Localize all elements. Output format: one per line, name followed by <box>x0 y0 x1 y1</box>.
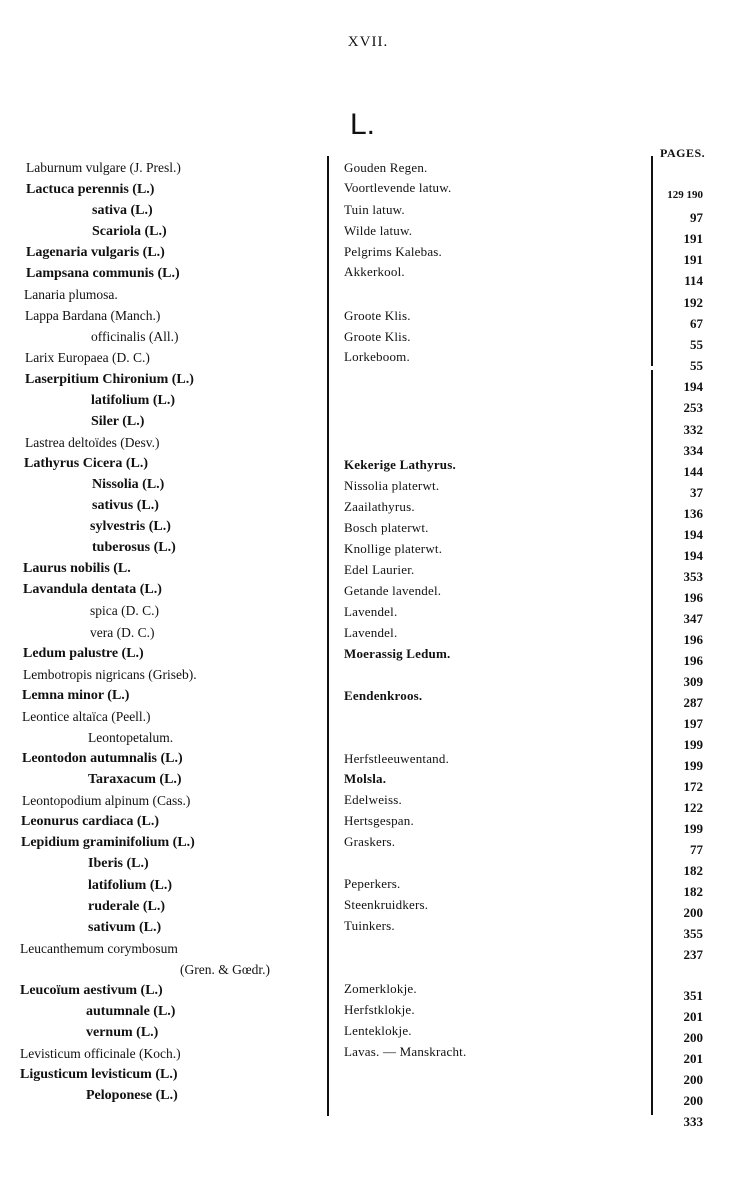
dutch-name: Peperkers. <box>344 876 401 891</box>
dutch-name: Hertsgespan. <box>344 813 414 828</box>
latin-name: autumnale (L.) <box>86 1004 176 1019</box>
latin-name: Nissolia (L.) <box>92 477 165 492</box>
latin-name: Taraxacum (L.) <box>88 772 182 787</box>
latin-name: (Gren. & Gœdr.) <box>180 962 270 977</box>
latin-name: Laburnum vulgare (J. Presl.) <box>26 160 181 175</box>
dutch-name: Graskers. <box>344 834 396 849</box>
latin-name: tuberosus (L.) <box>92 540 176 555</box>
dutch-name: Groote Klis. <box>344 329 411 344</box>
latin-name: latifolium (L.) <box>88 878 172 893</box>
dutch-name: Steenkruidkers. <box>344 897 429 912</box>
dutch-name: Edelweiss. <box>344 792 402 807</box>
latin-name: Lampsana communis (L.) <box>26 266 180 281</box>
page-reference: 253 <box>683 400 703 415</box>
latin-name: spica (D. C.) <box>90 603 159 618</box>
dutch-name: Getande lavendel. <box>344 583 442 598</box>
latin-name: vera (D. C.) <box>90 625 155 640</box>
dutch-name: Moerassig Ledum. <box>344 646 451 661</box>
latin-name: Leucanthemum corymbosum <box>20 941 178 956</box>
dutch-name: Tuinkers. <box>344 918 395 933</box>
page-reference: 197 <box>683 716 703 731</box>
latin-name: Ligusticum levisticum (L.) <box>20 1067 178 1082</box>
page-reference: 355 <box>683 926 703 941</box>
page-reference: 201 <box>683 1009 703 1024</box>
page-reference: 200 <box>683 1072 703 1087</box>
dutch-name: Herfstleeuwentand. <box>344 751 450 766</box>
page-reference: 114 <box>684 273 703 288</box>
dutch-name: Knollige platerwt. <box>344 541 443 556</box>
dutch-name: Edel Laurier. <box>344 562 415 577</box>
page-reference: 196 <box>683 632 703 647</box>
dutch-name: Lavendel. <box>344 625 398 640</box>
page-reference: 194 <box>683 548 703 563</box>
column-rule-right-lower <box>651 370 653 1115</box>
latin-name: Siler (L.) <box>91 414 145 429</box>
page-reference: 287 <box>683 695 703 710</box>
latin-name: Ledum palustre (L.) <box>23 646 144 661</box>
dutch-name: Groote Klis. <box>344 308 411 323</box>
page-reference: 332 <box>683 422 703 437</box>
latin-name: Leontice altaïca (Peell.) <box>22 709 151 724</box>
latin-name: Larix Europaea (D. C.) <box>25 350 150 365</box>
page-reference: 67 <box>690 316 703 331</box>
latin-name: Lavandula dentata (L.) <box>23 582 162 597</box>
page-reference: 200 <box>683 905 703 920</box>
dutch-name: Lavas. — Manskracht. <box>344 1044 467 1059</box>
dutch-name: Lavendel. <box>344 604 398 619</box>
page-reference: 237 <box>683 947 703 962</box>
latin-name: sativa (L.) <box>92 203 153 218</box>
column-rule-left <box>327 156 329 1116</box>
latin-name: sativum (L.) <box>88 920 162 935</box>
latin-name: Leucoïum aestivum (L.) <box>20 983 163 998</box>
latin-name: Lembotropis nigricans (Griseb). <box>23 667 197 682</box>
page-reference: 182 <box>683 884 703 899</box>
latin-name: Lanaria plumosa. <box>24 287 118 302</box>
dutch-name: Bosch platerwt. <box>344 520 429 535</box>
page-reference: 191 <box>683 231 703 246</box>
latin-name: latifolium (L.) <box>91 393 175 408</box>
page-reference: 191 <box>683 252 703 267</box>
dutch-name: Pelgrims Kalebas. <box>344 244 442 259</box>
page-reference: 196 <box>683 590 703 605</box>
page-reference: 199 <box>683 758 703 773</box>
latin-name: Lathyrus Cicera (L.) <box>24 456 149 471</box>
dutch-name: Lorkeboom. <box>344 349 410 364</box>
latin-name: Leontodon autumnalis (L.) <box>22 751 183 766</box>
dutch-name: Eendenkroos. <box>344 688 423 703</box>
latin-name: Laserpitium Chironium (L.) <box>25 372 194 387</box>
latin-name: Lastrea deltoïdes (Desv.) <box>25 435 160 450</box>
latin-name: Leontopetalum. <box>88 730 174 745</box>
dutch-name: Nissolia platerwt. <box>344 478 440 493</box>
dutch-name: Kekerige Lathyrus. <box>344 457 456 472</box>
latin-name: Laurus nobilis (L. <box>23 561 131 576</box>
page-reference: 37 <box>690 485 703 500</box>
page-reference: 122 <box>683 800 703 815</box>
latin-name: sylvestris (L.) <box>90 519 171 534</box>
latin-name: Scariola (L.) <box>92 224 167 239</box>
page-reference: 136 <box>683 506 703 521</box>
section-letter: L. <box>350 108 376 141</box>
latin-name: sativus (L.) <box>92 498 159 513</box>
latin-name: Levisticum officinale (Koch.) <box>20 1046 181 1061</box>
dutch-name: Zaailathyrus. <box>344 499 415 514</box>
latin-name: Leonurus cardiaca (L.) <box>21 814 160 829</box>
page-reference: 194 <box>683 527 703 542</box>
page-reference: 97 <box>690 210 703 225</box>
page-reference: 201 <box>683 1051 703 1066</box>
page-reference: 309 <box>683 674 703 689</box>
latin-name: Lappa Bardana (Manch.) <box>25 308 161 323</box>
pages-column-header: PAGES. <box>660 146 706 160</box>
dutch-name: Herfstklokje. <box>344 1002 415 1017</box>
page-reference: 194 <box>683 379 703 394</box>
dutch-name: Lenteklokje. <box>344 1023 412 1038</box>
page-number: XVII. <box>347 34 389 50</box>
page-reference: 200 <box>683 1030 703 1045</box>
page-reference: 192 <box>683 295 703 310</box>
page-reference: 199 <box>683 821 703 836</box>
page-reference: 182 <box>683 863 703 878</box>
page-reference: 351 <box>683 988 703 1003</box>
page-reference: 353 <box>683 569 703 584</box>
latin-name: ruderale (L.) <box>88 899 165 914</box>
latin-name: Leontopodium alpinum (Cass.) <box>22 793 191 808</box>
latin-name: Lactuca perennis (L.) <box>26 182 155 197</box>
dutch-name: Wilde latuw. <box>344 223 413 238</box>
page-reference: 200 <box>683 1093 703 1108</box>
latin-name: Lepidium graminifolium (L.) <box>21 835 195 850</box>
dutch-name: Gouden Regen. <box>344 160 428 175</box>
column-rule-right <box>651 156 653 366</box>
page-reference: 55 <box>690 358 703 373</box>
page-reference: 333 <box>683 1114 703 1129</box>
latin-name: Lemna minor (L.) <box>22 688 130 703</box>
dutch-name: Tuin latuw. <box>344 202 405 217</box>
page-reference: 129 190 <box>667 189 703 201</box>
page-reference: 196 <box>683 653 703 668</box>
latin-name: Peloponese (L.) <box>86 1088 178 1103</box>
page-reference: 199 <box>683 737 703 752</box>
latin-name: Lagenaria vulgaris (L.) <box>26 245 165 260</box>
page-reference: 55 <box>690 337 703 352</box>
page-reference: 347 <box>683 611 703 626</box>
page-reference: 77 <box>690 842 703 857</box>
page-reference: 172 <box>683 779 703 794</box>
dutch-name: Akkerkool. <box>344 264 405 279</box>
page-reference: 334 <box>683 443 703 458</box>
dutch-name: Zomerklokje. <box>344 981 417 996</box>
page-reference: 144 <box>683 464 703 479</box>
latin-name: Iberis (L.) <box>88 856 149 871</box>
latin-name: vernum (L.) <box>86 1025 159 1040</box>
dutch-name: Molsla. <box>344 771 387 786</box>
latin-name: officinalis (All.) <box>91 329 179 344</box>
dutch-name: Voortlevende latuw. <box>344 180 452 195</box>
